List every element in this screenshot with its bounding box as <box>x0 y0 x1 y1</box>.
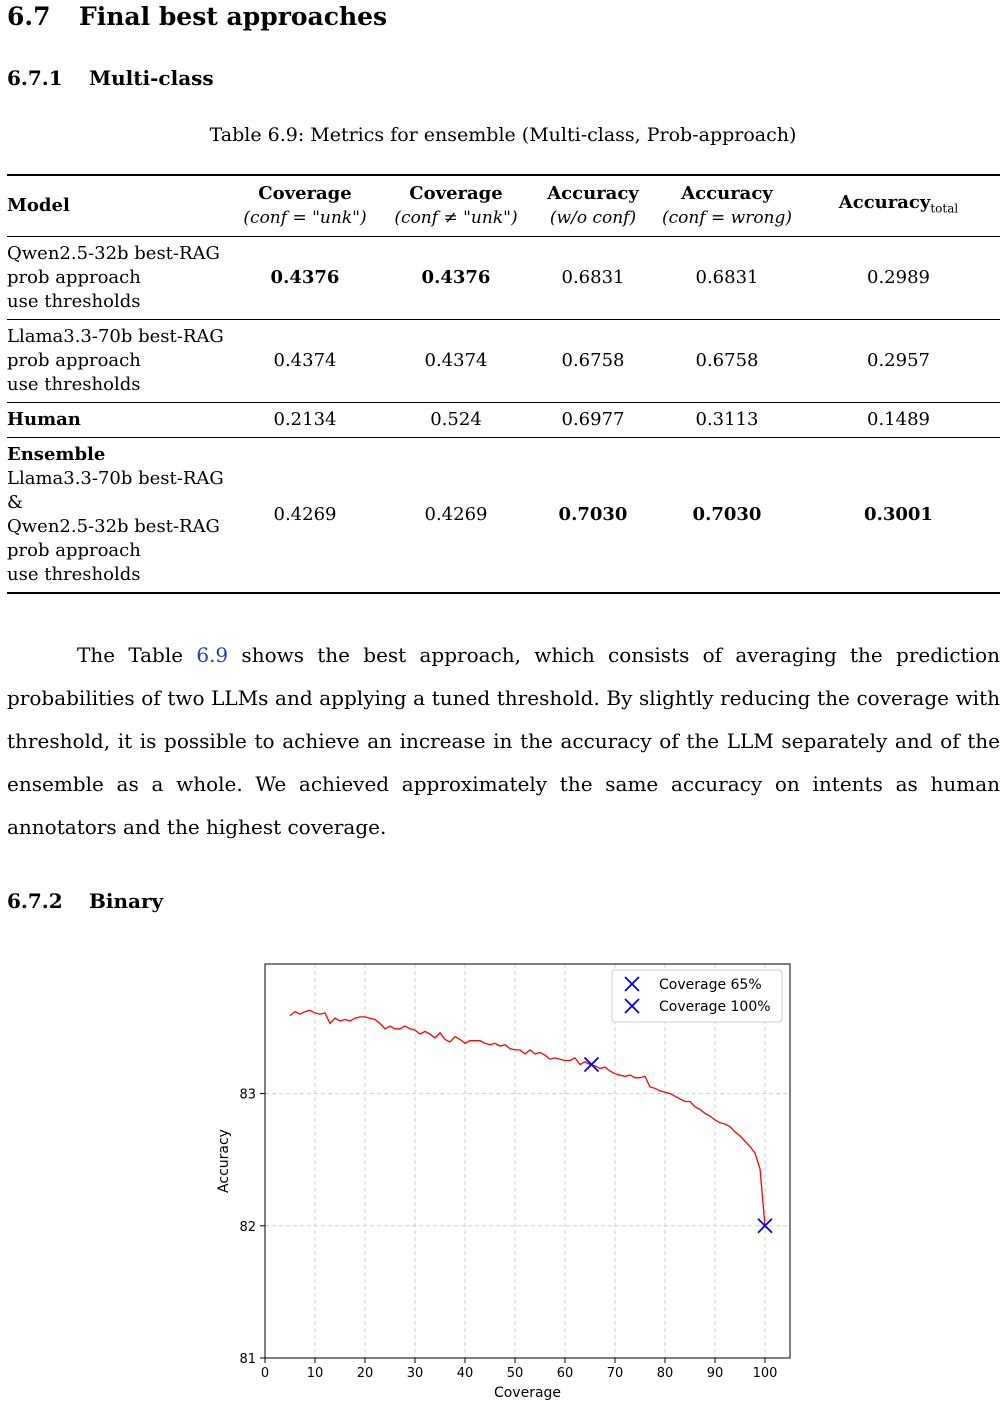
x-tick-label: 100 <box>752 1366 778 1381</box>
table-row <box>7 403 1000 438</box>
model-cell <box>7 237 227 320</box>
x-tick-label: 10 <box>306 1366 324 1381</box>
header-model: Model <box>7 195 70 216</box>
table-row <box>7 237 1000 320</box>
y-tick-label: 83 <box>239 1087 256 1103</box>
section-heading <box>7 2 387 31</box>
value-cell: 0.3001 <box>864 504 933 525</box>
x-tick-label: 0 <box>260 1366 270 1381</box>
table-row <box>7 438 1000 594</box>
subsection-title: Binary <box>89 889 164 913</box>
header-accuracy-total <box>797 175 1000 237</box>
model-line: Human <box>7 409 81 430</box>
value-cell: 0.4376 <box>421 267 491 288</box>
legend-label: Coverage 100% <box>659 999 771 1015</box>
accuracy-line <box>290 1010 765 1226</box>
value-cell: 0.6831 <box>695 267 759 288</box>
value-cell: 0.4374 <box>273 350 337 371</box>
header-subscript: total <box>930 201 959 216</box>
header-main: Accuracy <box>547 183 639 204</box>
table-ref-link[interactable]: 6.9 <box>196 643 229 667</box>
x-tick-label: 70 <box>606 1366 624 1381</box>
model-line: use thresholds <box>7 291 141 312</box>
subsection-title: Multi-class <box>89 66 214 90</box>
header-main: Accuracy <box>681 183 773 204</box>
model-line: Qwen2.5-32b best-RAG <box>7 243 220 264</box>
x-tick-label: 50 <box>506 1366 524 1381</box>
model-title: Ensemble <box>7 444 106 465</box>
model-cell <box>7 403 227 438</box>
header-accuracy-conf-wrong <box>657 175 797 237</box>
value-cell: 0.6758 <box>695 350 759 371</box>
plot-frame <box>265 964 790 1358</box>
y-tick-label: 82 <box>239 1219 256 1235</box>
subsection-number: 6.7.2 <box>7 889 63 913</box>
value-cell: 0.6758 <box>561 350 625 371</box>
header-accuracy-wo-conf <box>529 175 657 237</box>
model-line: prob approach <box>7 540 141 561</box>
marker-point <box>585 1057 599 1071</box>
value-cell: 0.6831 <box>561 267 625 288</box>
x-tick-label: 40 <box>456 1366 474 1381</box>
header-main: Accuracy <box>838 192 931 214</box>
header-coverage-not-unk <box>383 175 529 237</box>
subsection-number: 6.7.1 <box>7 66 63 90</box>
subsection-heading-multiclass <box>7 66 214 90</box>
metrics-table <box>7 174 1000 594</box>
accuracy-coverage-chart <box>200 950 800 1400</box>
table-caption: Table 6.9: Metrics for ensemble (Multi-class, Prob-approach) <box>209 124 797 146</box>
value-cell: 0.7030 <box>558 504 628 525</box>
x-tick-label: 80 <box>656 1366 674 1381</box>
section-number: 6.7 <box>7 2 51 31</box>
y-axis-label: Accuracy <box>216 1129 232 1193</box>
model-line: Llama3.3-70b best-RAG <box>7 468 224 489</box>
paragraph-text: shows the best approach, which consists of averaging the prediction probabilities of two LLMs and applying a tuned threshold. By slightly reducing the coverage with threshold, it is possible to achieve an increase in the accuracy of the LLM separately and of the ensemble as a whole. We achieved approximately the same accuracy on intents as human annotators and the highest coverage. <box>7 643 1000 839</box>
header-sub: (w/o conf) <box>549 208 637 228</box>
value-cell: 0.2989 <box>867 267 930 288</box>
value-cell: 0.4374 <box>424 350 488 371</box>
value-cell: 0.524 <box>430 409 482 430</box>
model-line: use thresholds <box>7 564 141 585</box>
x-tick-label: 20 <box>356 1366 374 1381</box>
value-cell: 0.1489 <box>867 409 930 430</box>
legend-label: Coverage 65% <box>659 977 762 993</box>
value-cell: 0.2134 <box>273 409 337 430</box>
header-sub: (conf = wrong) <box>661 208 793 228</box>
header-sub: (conf = "unk") <box>243 208 367 228</box>
value-cell: 0.2957 <box>867 350 930 371</box>
model-line: Llama3.3-70b best-RAG <box>7 326 224 347</box>
model-line: Qwen2.5-32b best-RAG <box>7 516 220 537</box>
model-line: & <box>7 492 24 513</box>
header-coverage-unk <box>227 175 383 237</box>
model-line: use thresholds <box>7 374 141 395</box>
value-cell: 0.3113 <box>695 409 759 430</box>
header-sub: (conf ≠ "unk") <box>394 208 518 228</box>
header-main: Coverage <box>409 183 503 204</box>
paragraph-text: The Table <box>77 643 197 667</box>
y-tick-label: 81 <box>239 1352 256 1367</box>
value-cell: 0.4269 <box>424 504 488 525</box>
model-line: prob approach <box>7 350 141 371</box>
table-row <box>7 320 1000 403</box>
model-cell <box>7 438 227 594</box>
value-cell: 0.4376 <box>270 267 340 288</box>
header-main: Coverage <box>258 183 352 204</box>
section-title: Final best approaches <box>79 2 388 31</box>
value-cell: 0.6977 <box>561 409 625 430</box>
subsection-heading-binary <box>7 889 163 913</box>
x-tick-label: 90 <box>706 1366 724 1381</box>
table-header-row <box>7 175 1000 237</box>
body-paragraph <box>7 634 1000 849</box>
value-cell: 0.7030 <box>692 504 762 525</box>
model-line: prob approach <box>7 267 141 288</box>
model-cell <box>7 320 227 403</box>
x-tick-label: 30 <box>406 1366 424 1381</box>
x-tick-label: 60 <box>556 1366 574 1381</box>
value-cell: 0.4269 <box>273 504 337 525</box>
x-axis-label: Coverage <box>493 1385 562 1400</box>
